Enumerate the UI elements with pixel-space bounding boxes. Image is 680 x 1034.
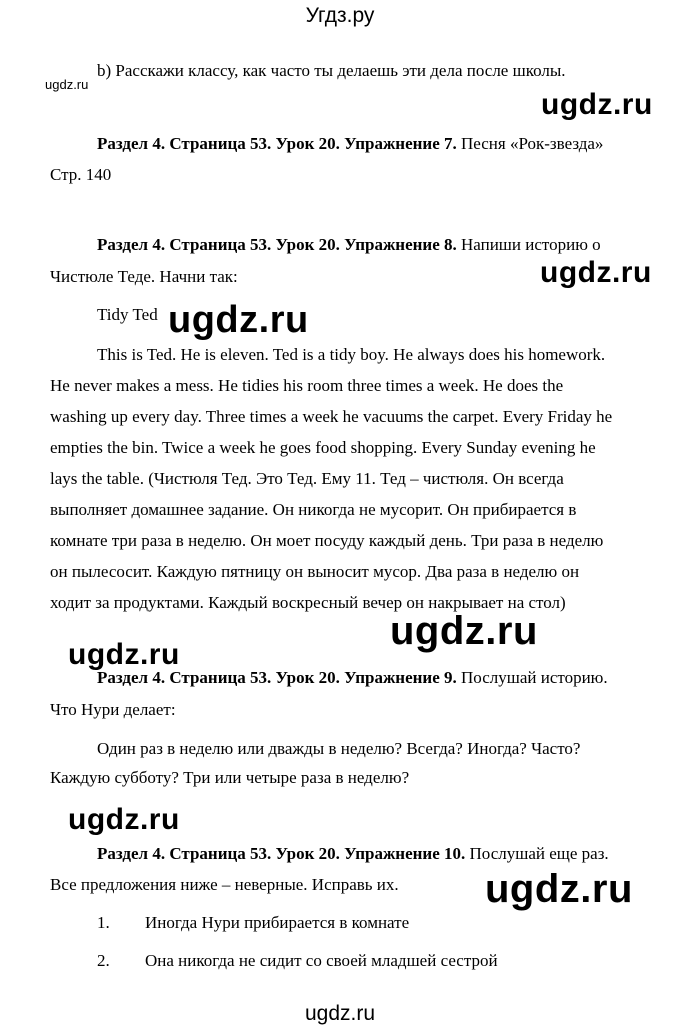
watermark: ugdz.ru xyxy=(168,299,309,341)
list-item-number: 2. xyxy=(97,951,110,970)
story-line: он пылесосит. Каждую пятницу он выносит мусор. Два раза в неделю он xyxy=(50,562,580,581)
story-line: washing up every day. Three times a week he vacuums the carpet. Every Friday he xyxy=(50,407,613,426)
exercise-9-question-2: Каждую субботу? Три или четыре раза в неделю? xyxy=(50,768,410,787)
story-title: Tidy Ted xyxy=(97,305,158,324)
exercise-9-text: Послушай историю. xyxy=(456,668,608,687)
exercise-9-heading: Раздел 4. Страница 53. Урок 20. Упражнение 9. xyxy=(97,668,457,687)
task-b-line: b) Расскажи классу, как часто ты делаешь эти дела после школы. xyxy=(97,61,566,80)
exercise-9-line-1 xyxy=(97,667,608,689)
story-line: lays the table. (Чистюля Тед. Это Тед. Ему 11. Тед – чистюля. Он всегда xyxy=(50,469,564,488)
watermark: ugdz.ru xyxy=(485,867,633,911)
list-item-number: 1. xyxy=(97,913,110,932)
exercise-7-text: Песня «Рок-звезда» xyxy=(456,134,604,153)
exercise-8-line-1 xyxy=(97,234,601,256)
site-footer: ugdz.ru xyxy=(304,1002,376,1025)
exercise-8-line-2: Чистюле Теде. Начни так: xyxy=(50,267,238,286)
exercise-7-line-1 xyxy=(97,133,603,155)
exercise-7-line-2: Стр. 140 xyxy=(50,165,112,184)
exercise-7-heading: Раздел 4. Страница 53. Урок 20. Упражнение 7. xyxy=(97,134,457,153)
watermark: ugdz.ru xyxy=(540,256,652,289)
story-line: ходит за продуктами. Каждый воскресный вечер он накрывает на стол) xyxy=(50,593,566,612)
story-line: комнате три раза в неделю. Он моет посуду каждый день. Три раза в неделю xyxy=(50,531,604,550)
list-item-text: Иногда Нури прибирается в комнате xyxy=(145,913,410,932)
exercise-8-text: Напиши историю о xyxy=(456,235,601,254)
story-line: empties the bin. Twice a week he goes food shopping. Every Sunday evening he xyxy=(50,438,596,457)
exercise-10-heading: Раздел 4. Страница 53. Урок 20. Упражнение 10. xyxy=(97,844,466,863)
exercise-9-line-2: Что Нури делает: xyxy=(50,700,176,719)
exercise-10-line-2: Все предложения ниже – неверные. Исправь их. xyxy=(50,875,399,894)
exercise-10-line-1 xyxy=(97,843,609,865)
story-line: This is Ted. He is eleven. Ted is a tidy boy. He always does his homework. xyxy=(97,345,606,364)
exercise-8-heading: Раздел 4. Страница 53. Урок 20. Упражнение 8. xyxy=(97,235,457,254)
watermark: ugdz.ru xyxy=(68,638,180,671)
watermark: ugdz.ru xyxy=(68,803,180,836)
exercise-10-text: Послушай еще раз. xyxy=(465,844,609,863)
exercise-9-question-1: Один раз в неделю или дважды в неделю? Всегда? Иногда? Часто? xyxy=(97,739,581,758)
watermark: ugdz.ru xyxy=(541,88,653,121)
watermark-small: ugdz.ru xyxy=(45,77,89,92)
watermark: ugdz.ru xyxy=(390,609,538,653)
story-line: выполняет домашнее задание. Он никогда не мусорит. Он прибирается в xyxy=(50,500,577,519)
list-item-text: Она никогда не сидит со своей младшей сестрой xyxy=(145,951,498,970)
site-header-title: Угдз.ру xyxy=(305,4,375,27)
story-line: He never makes a mess. He tidies his room three times a week. He does the xyxy=(50,376,564,395)
